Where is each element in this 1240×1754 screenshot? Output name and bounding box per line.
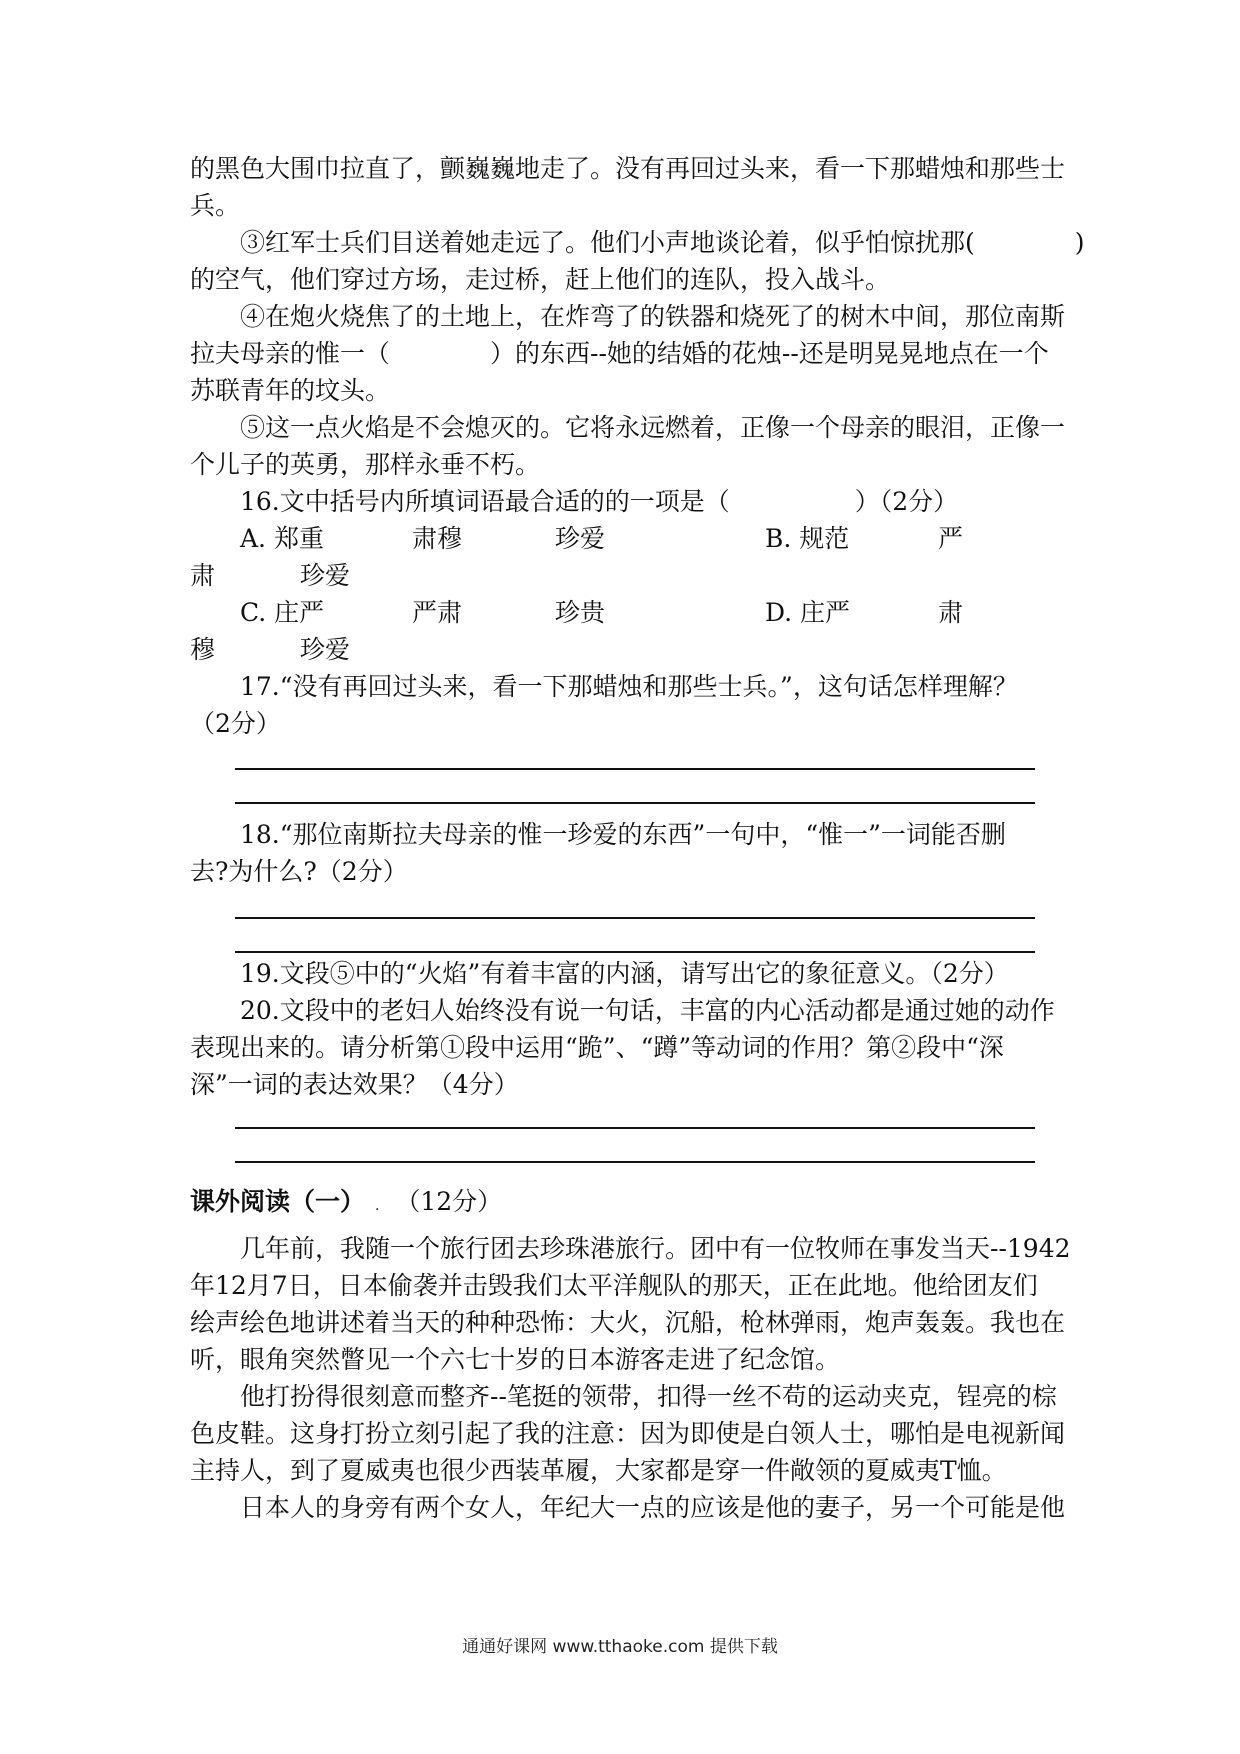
option-c-word-3: 珍贵 xyxy=(555,598,606,627)
exam-page xyxy=(190,150,1085,1526)
passage-line: 的空气，他们穿过方场，走过桥，赶上他们的连队，投入战斗。 xyxy=(190,265,891,294)
question-16-options-d-wrap xyxy=(190,631,1060,668)
question-18-score: 去?为什么?（2分） xyxy=(190,857,408,886)
option-a-word-2: 肃穆 xyxy=(412,524,463,553)
reading-line: 主持人，到了夏威夷也很少西装革履，大家都是穿一件敞领的夏威夷T恤。 xyxy=(190,1456,1007,1485)
option-d-word-3: 珍爱 xyxy=(300,635,351,664)
option-b-word-1: B. 规范 xyxy=(765,524,850,553)
passage-para-5: ⑤这一点火焰是不会熄灭的。它将永远燃着，正像一个母亲的眼泪，正像一 xyxy=(240,413,1066,442)
option-a-word-3: 珍爱 xyxy=(555,524,606,553)
question-17-score: （2分） xyxy=(190,709,281,738)
section-title: 课外阅读（一） xyxy=(190,1187,366,1216)
option-c-word-2: 严肃 xyxy=(412,598,463,627)
question-16-stem: 16.文中括号内所填词语最合适的的一项是（ ）（2分） xyxy=(240,487,959,516)
reading-para-3: 日本人的身旁有两个女人，年纪大一点的应该是他的妻子，另一个可能是他 xyxy=(240,1493,1066,1522)
option-d-word-2-cont: 穆 xyxy=(190,635,216,664)
option-b-word-2-cont: 肃 xyxy=(190,561,216,590)
option-b-word-2: 严 xyxy=(938,524,964,553)
reading-line: 绘声绘色地讲述着当天的种种恐怖：大火，沉船，枪林弹雨，炮声轰轰。我也在 xyxy=(190,1308,1066,1337)
page-footer: 通通好课网 www.tthaoke.com 提供下载 xyxy=(462,1637,778,1657)
reading-line: 年12月7日，日本偷袭并击毁我们太平洋舰队的那天，正在此地。他给团友们 xyxy=(190,1271,1038,1300)
passage-line: 个儿子的英勇，那样永垂不朽。 xyxy=(190,450,541,479)
reading-para-2: 他打扮得很刻意而整齐--笔挺的领带，扣得一丝不苟的运动夹克，锃亮的棕 xyxy=(240,1382,1057,1411)
passage-line: 拉夫母亲的惟一（ ）的东西--她的结婚的花烛--还是明晃晃地点在一个 xyxy=(190,339,1049,368)
passage-line: 苏联青年的坟头。 xyxy=(190,376,391,405)
reading-line: 听，眼角突然瞥见一个六七十岁的日本游客走进了纪念馆。 xyxy=(190,1345,841,1374)
question-16-options-cd xyxy=(190,594,1060,631)
passage-line: 兵。 xyxy=(190,191,241,220)
passage-para-3: ③红军士兵们目送着她走远了。他们小声地谈论着，似乎怕惊扰那( ) xyxy=(240,228,1085,257)
question-20-line-2: 表现出来的。请分析第①段中运用“跪”、“蹲”等动词的作用？第②段中“深 xyxy=(190,1033,1004,1062)
option-c-word-1: C. 庄严 xyxy=(240,598,325,627)
option-d-word-2: 肃 xyxy=(938,598,964,627)
reading-para-1: 几年前，我随一个旅行团去珍珠港旅行。团中有一位牧师在事发当天--1942 xyxy=(240,1234,1071,1263)
option-b-word-3: 珍爱 xyxy=(300,561,351,590)
question-16-options-b-wrap xyxy=(190,557,1060,594)
question-18-stem: 18.“那位南斯拉夫母亲的惟一珍爱的东西”一句中，“惟一”一词能否删 xyxy=(240,820,1006,849)
option-a-word-1: A. 郑重 xyxy=(240,524,324,553)
question-19-stem: 19.文段⑤中的“火焰”有着丰富的内涵，请写出它的象征意义。（2分） xyxy=(240,959,1009,988)
section-score: （12分） xyxy=(395,1187,503,1216)
question-17-stem: 17.“没有再回过头来，看一下那蜡烛和那些士兵。”，这句话怎样理解？ xyxy=(240,672,1018,701)
passage-line: 的黑色大围巾拉直了，颤巍巍地走了。没有再回过头来，看一下那蜡烛和那些士 xyxy=(190,154,1066,183)
option-d-word-1: D. 庄严 xyxy=(765,598,851,627)
passage-para-4: ④在炮火烧焦了的土地上，在炸弯了的铁器和烧死了的树木中间，那位南斯 xyxy=(240,302,1066,331)
question-20-stem: 20.文段中的老妇人始终没有说一句话，丰富的内心活动都是通过她的动作 xyxy=(240,996,1055,1025)
question-16-options-ab xyxy=(190,520,1060,557)
question-20-line-3: 深”一词的表达效果？（4分） xyxy=(190,1070,519,1099)
reading-line: 色皮鞋。这身打扮立刻引起了我的注意：因为即使是白领人士，哪怕是电视新闻 xyxy=(190,1419,1066,1448)
section-mark: . xyxy=(374,1198,380,1214)
section-heading xyxy=(190,1183,1060,1220)
